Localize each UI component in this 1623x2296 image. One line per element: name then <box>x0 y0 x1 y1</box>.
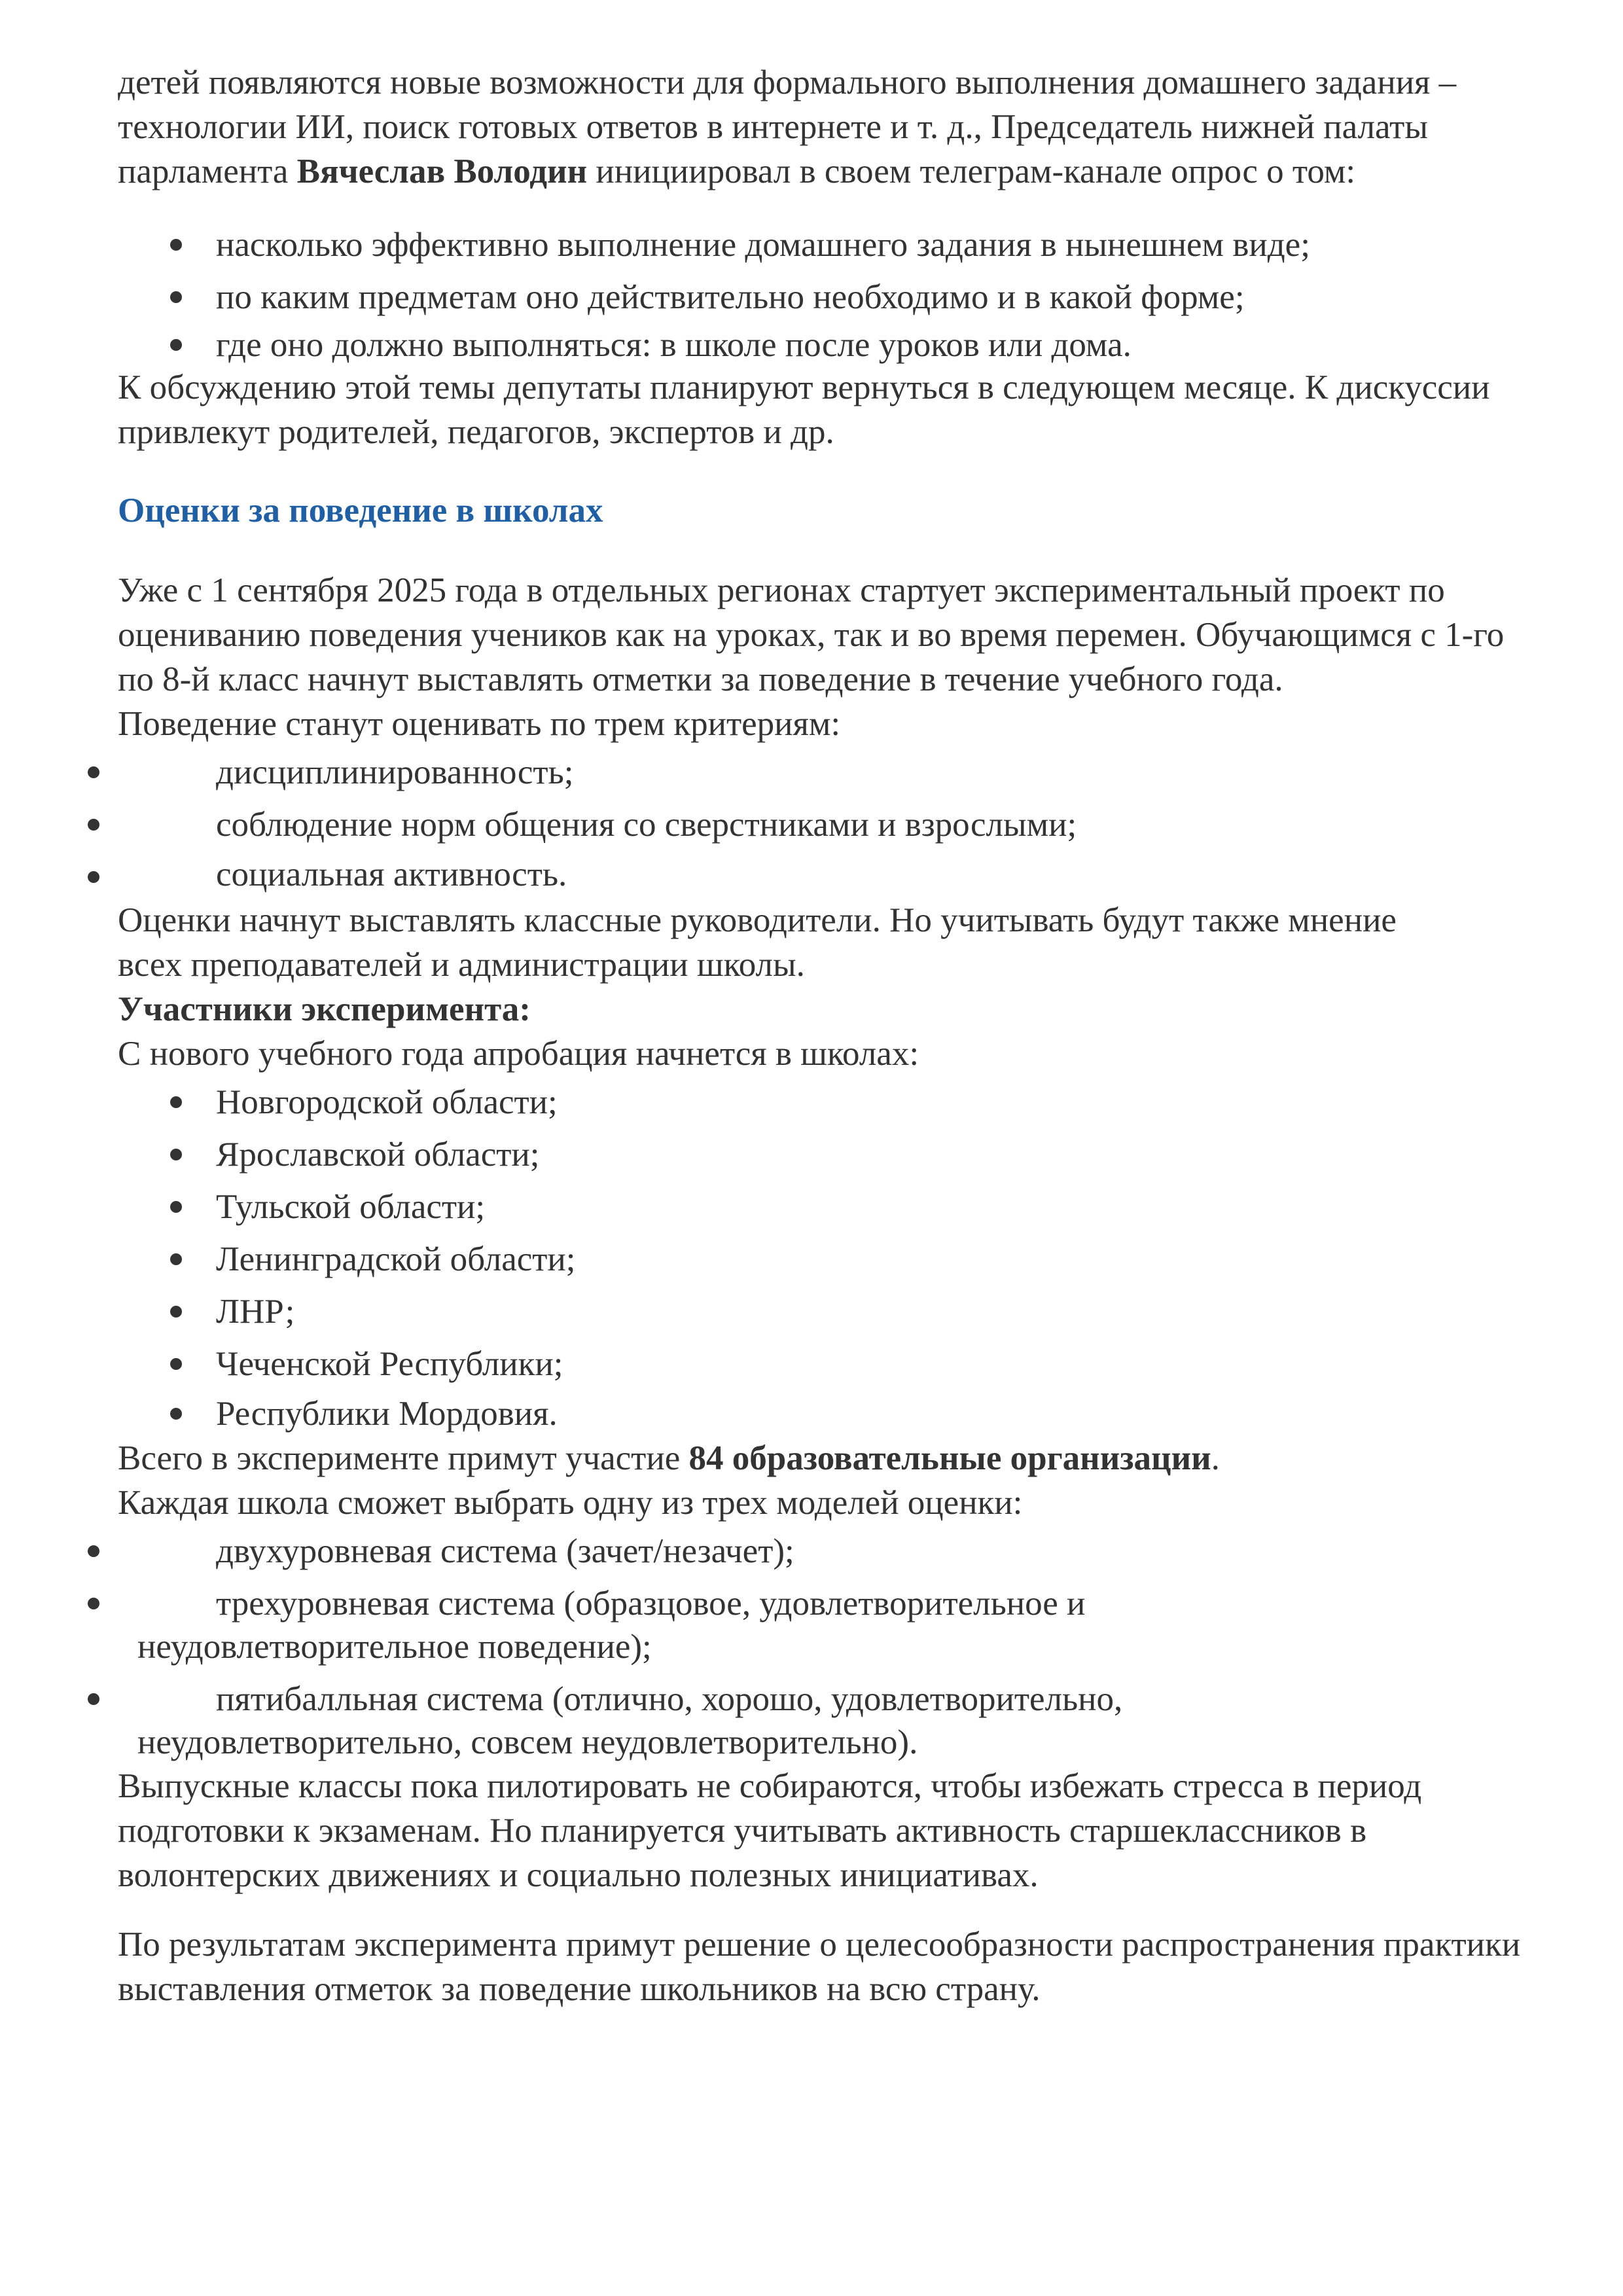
survey-list <box>118 219 1531 365</box>
list-item <box>118 798 1531 851</box>
list-item-text: двухуровневая система (зачет/незачет); <box>216 1532 794 1570</box>
list-item <box>118 1076 1531 1128</box>
followup-paragraph: К обсуждению этой темы депутаты планируют вернуться в следующем месяце. К дискуссии привлекут родителей, педагогов, экспертов и др. <box>118 368 1490 451</box>
list-item <box>118 1338 1531 1390</box>
list-item <box>118 219 1531 271</box>
list-item-text: Тульской области; <box>216 1188 486 1226</box>
list-item-text: насколько эффективно выполнение домашнего задания в нынешнем виде; <box>216 226 1310 264</box>
list-item-text: Ярославской области; <box>216 1136 540 1174</box>
bullet-icon <box>170 1408 182 1420</box>
grading-note-paragraph: Оценки начнут выставлять классные руководители. Но учитывать будут также мнение всех преподавателей и администрации школы. <box>118 901 1397 984</box>
total-text-before: Всего в эксперименте примут участие <box>118 1439 689 1477</box>
list-item-text: соблюдение норм общения со сверстниками и взрослыми; <box>216 806 1077 844</box>
list-item-text: Чеченской Республики; <box>216 1345 563 1383</box>
list-item <box>118 1285 1531 1338</box>
bullet-icon <box>88 766 99 778</box>
models-lead: Каждая школа сможет выбрать одну из трех моделей оценки: <box>118 1484 1023 1522</box>
bullet-icon <box>170 1149 182 1160</box>
bullet-icon <box>170 339 182 351</box>
section-heading: Оценки за поведение в школах <box>118 492 603 529</box>
bullet-icon <box>170 239 182 251</box>
intro-bold-name: Вячеслав Володин <box>296 152 588 190</box>
regions-list <box>118 1076 1531 1436</box>
section-intro-paragraph: Уже с 1 сентября 2025 года в отдельных регионах стартует экспериментальный проект по оцениванию поведения учеников как на уроках, так и во время перемен. Обучающимся с 1-го по 8-й класс начнут выставлять отметки за поведение в течение учебного года. <box>118 571 1505 698</box>
bullet-icon <box>170 291 182 303</box>
list-item-text-continuation: неудовлетворительно, совсем неудовлетворительно). <box>137 1723 918 1761</box>
bullet-icon <box>170 1358 182 1370</box>
conclusion-paragraph: По результатам эксперимента примут решение о целесообразности распространения практики выставления отметок за поведение школьников на всю страну. <box>118 1926 1521 2008</box>
intro-text-part2: инициировал в своем телеграм-канале опрос о том: <box>587 152 1356 190</box>
participants-heading-text: Участники эксперимента: <box>118 990 531 1028</box>
list-item-text-continuation: неудовлетворительное поведение); <box>137 1628 652 1666</box>
list-item <box>118 1128 1531 1181</box>
participants-heading <box>118 987 1531 1031</box>
document-page <box>118 60 1531 2011</box>
bullet-icon <box>88 1693 99 1705</box>
participants-lead: С нового учебного года апробация начнется в школах: <box>118 1035 919 1073</box>
list-item <box>118 1233 1531 1285</box>
total-bold-count: 84 образовательные организации <box>688 1439 1211 1477</box>
bullet-icon <box>170 1201 182 1213</box>
list-item <box>118 851 1531 898</box>
bullet-icon <box>88 1598 99 1609</box>
graduates-note-paragraph: Выпускные классы пока пилотировать не собираются, чтобы избежать стресса в период подготовки к экзаменам. Но планируется учитывать активность старшеклассников в волонтерских движениях и социально полезных инициативах. <box>118 1767 1422 1894</box>
list-item-text: Ленинградской области; <box>216 1240 576 1278</box>
criteria-list <box>118 746 1531 898</box>
list-item <box>118 1390 1531 1436</box>
list-item <box>118 1577 1531 1673</box>
list-item-text: дисциплинированность; <box>216 753 574 791</box>
bullet-icon <box>170 1096 182 1108</box>
list-item-text: пятибалльная система (отлично, хорошо, удовлетворительно, <box>216 1680 1123 1718</box>
list-item-text: Новгородской области; <box>216 1083 558 1121</box>
intro-text-part1: детей появляются новые возможности для формального выполнения домашнего задания – технологии ИИ, поиск готовых ответов в интернете и т. д., Председатель нижней палаты парламента <box>118 63 1457 190</box>
list-item <box>118 1525 1531 1577</box>
list-item <box>118 323 1531 365</box>
list-item <box>118 746 1531 798</box>
intro-paragraph <box>118 60 1499 194</box>
criteria-lead: Поведение станут оценивать по трем критериям: <box>118 705 841 743</box>
list-item-text: трехуровневая система (образцовое, удовлетворительное и <box>216 1585 1086 1623</box>
bullet-icon <box>170 1306 182 1318</box>
list-item <box>118 1181 1531 1233</box>
bullet-icon <box>88 1545 99 1557</box>
bullet-icon <box>88 871 99 883</box>
models-list <box>118 1525 1531 1764</box>
list-item <box>118 1673 1531 1764</box>
list-item-text: социальная активность. <box>216 855 567 893</box>
total-text-after: . <box>1211 1439 1220 1477</box>
total-paragraph <box>118 1436 1531 1480</box>
bullet-icon <box>88 819 99 831</box>
list-item <box>118 271 1531 323</box>
list-item-text: где оно должно выполняться: в школе после уроков или дома. <box>216 326 1132 364</box>
list-item-text: ЛНР; <box>216 1293 295 1331</box>
bullet-icon <box>170 1253 182 1265</box>
list-item-text: Республики Мордовия. <box>216 1395 558 1433</box>
list-item-text: по каким предметам оно действительно необходимо и в какой форме; <box>216 278 1245 316</box>
